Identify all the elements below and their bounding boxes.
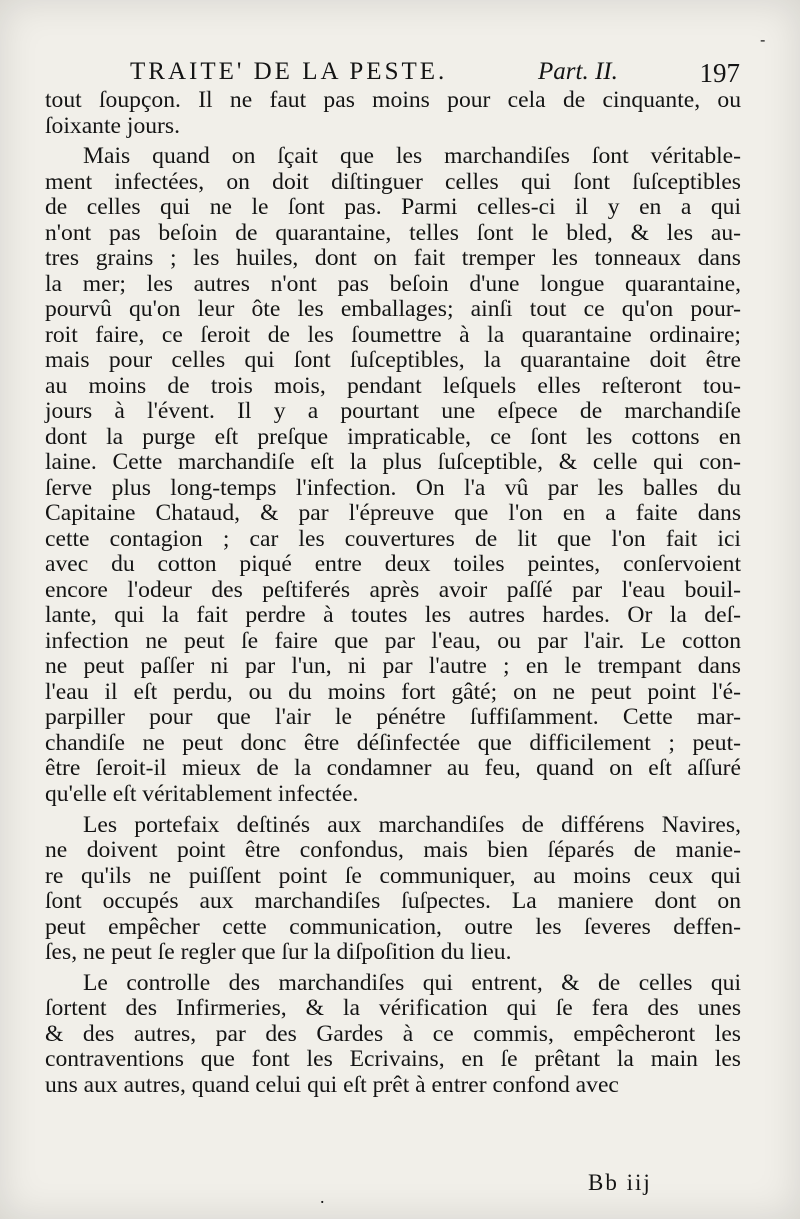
text-line: ſortent des Infirmeries, & la vérification qui ſe fera des unes: [45, 995, 741, 1022]
text-line: mais pour celles qui ſont ſuſceptibles, la quarantaine doit être: [45, 347, 741, 374]
text-line: Les portefaix deſtinés aux marchandiſes de différens Navires,: [83, 811, 741, 838]
text-line: l'eau il eſt perdu, ou du moins fort gâté; on ne peut point l'é-: [45, 678, 741, 705]
paragraph: [45, 971, 741, 1099]
text-line: encore l'odeur des peſtiferés après avoir paſſé par l'eau bouil-: [45, 576, 741, 603]
body-text: [45, 88, 741, 1104]
text-line: ne doivent point être confondus, mais bien ſéparés de manie-: [45, 837, 741, 864]
text-line: ſerve plus long-temps l'infection. On l'a vû par les balles du: [45, 474, 741, 501]
text-line: contraventions que font les Ecrivains, en ſe prêtant la main les: [45, 1046, 741, 1073]
text-line: tout ſoupçon. Il ne faut pas moins pour cela de cinquante, ou: [45, 87, 741, 113]
text-line: Capitaine Chataud, & par l'épreuve que l'on en a faite dans: [45, 500, 741, 527]
text-line: jours à l'évent. Il y a pourtant une eſpece de marchandiſe: [45, 398, 741, 425]
text-line: ne peut paſſer ni par l'un, ni par l'autre ; en le trempant dans: [45, 653, 741, 680]
text-line: de celles qui ne le ſont pas. Parmi celles-ci il y en a qui: [45, 194, 741, 221]
text-line: ſont occupés aux marchandiſes ſuſpectes. La maniere dont on: [45, 888, 741, 915]
text-line: ſes, ne peut ſe regler que ſur la diſpoſition du lieu.: [45, 939, 512, 966]
text-line: re qu'ils ne puiſſent point ſe communiquer, au moins ceux qui: [45, 862, 741, 889]
text-line: infection ne peut ſe faire que par l'eau, ou par l'air. Le cotton: [45, 627, 741, 654]
text-line: uns aux autres, quand celui qui eſt prêt à entrer confond avec: [45, 1071, 619, 1098]
text-line: chandiſe ne peut donc être déſinfectée que difficilement ; peut-: [45, 729, 741, 756]
part-label: Part. II.: [538, 58, 618, 85]
page-number: 197: [699, 58, 740, 88]
text-line: qu'elle eſt véritablement infectée.: [45, 780, 359, 807]
paragraph: [45, 813, 741, 966]
text-line: être ſeroit-il mieux de la condamner au feu, quand on eſt aſſuré: [45, 755, 741, 782]
text-line: peut empêcher cette communication, outre les ſeveres deffen-: [45, 913, 741, 940]
text-line: dont la purge eſt preſque impraticable, ce ſont les cottons en: [45, 423, 741, 450]
corner-mark: -: [760, 30, 766, 49]
running-title: TRAITE' DE LA PESTE.: [130, 58, 448, 85]
text-line: avec du cotton piqué entre deux toiles peintes, conſervoient: [45, 551, 741, 578]
signature-mark: Bb iij: [588, 1170, 652, 1195]
text-line: lante, qui la fait perdre à toutes les autres hardes. Or la deſ-: [45, 602, 741, 629]
text-line: parpiller pour que l'air le pénétre ſuffiſamment. Cette mar-: [45, 704, 741, 731]
paragraph: [45, 144, 741, 807]
text-line: Le controlle des marchandiſes qui entrent, & de celles qui: [83, 969, 741, 996]
paragraph: [45, 88, 741, 139]
text-line: n'ont pas beſoin de quarantaine, telles ſont le bled, & les au-: [45, 219, 741, 246]
text-line: cette contagion ; car les couvertures de lit que l'on fait ici: [45, 525, 741, 552]
text-line: ment infectées, on doit diſtinguer celles qui ſont ſuſceptibles: [45, 168, 741, 195]
text-line: la mer; les autres n'ont pas beſoin d'une longue quarantaine,: [45, 270, 741, 297]
text-line: laine. Cette marchandiſe eſt la plus ſuſceptible, & celle qui con-: [45, 449, 741, 476]
text-line: roit faire, ce ſeroit de les ſoumettre à la quarantaine ordinaire;: [45, 321, 741, 348]
footer-dot: .: [320, 1187, 325, 1207]
text-line: au moins de trois mois, pendant leſquels elles reſteront tou-: [45, 372, 741, 399]
text-line: pourvû qu'on leur ôte les emballages; ainſi tout ce qu'on pour-: [45, 296, 741, 323]
text-line: & des autres, par des Gardes à ce commis, empêcheront les: [45, 1020, 741, 1047]
text-line: tres grains ; les huiles, dont on fait tremper les tonneaux dans: [45, 245, 741, 272]
text-line: Mais quand on ſçait que les marchandiſes ſont véritable-: [83, 143, 741, 170]
text-line: ſoixante jours.: [45, 112, 180, 139]
